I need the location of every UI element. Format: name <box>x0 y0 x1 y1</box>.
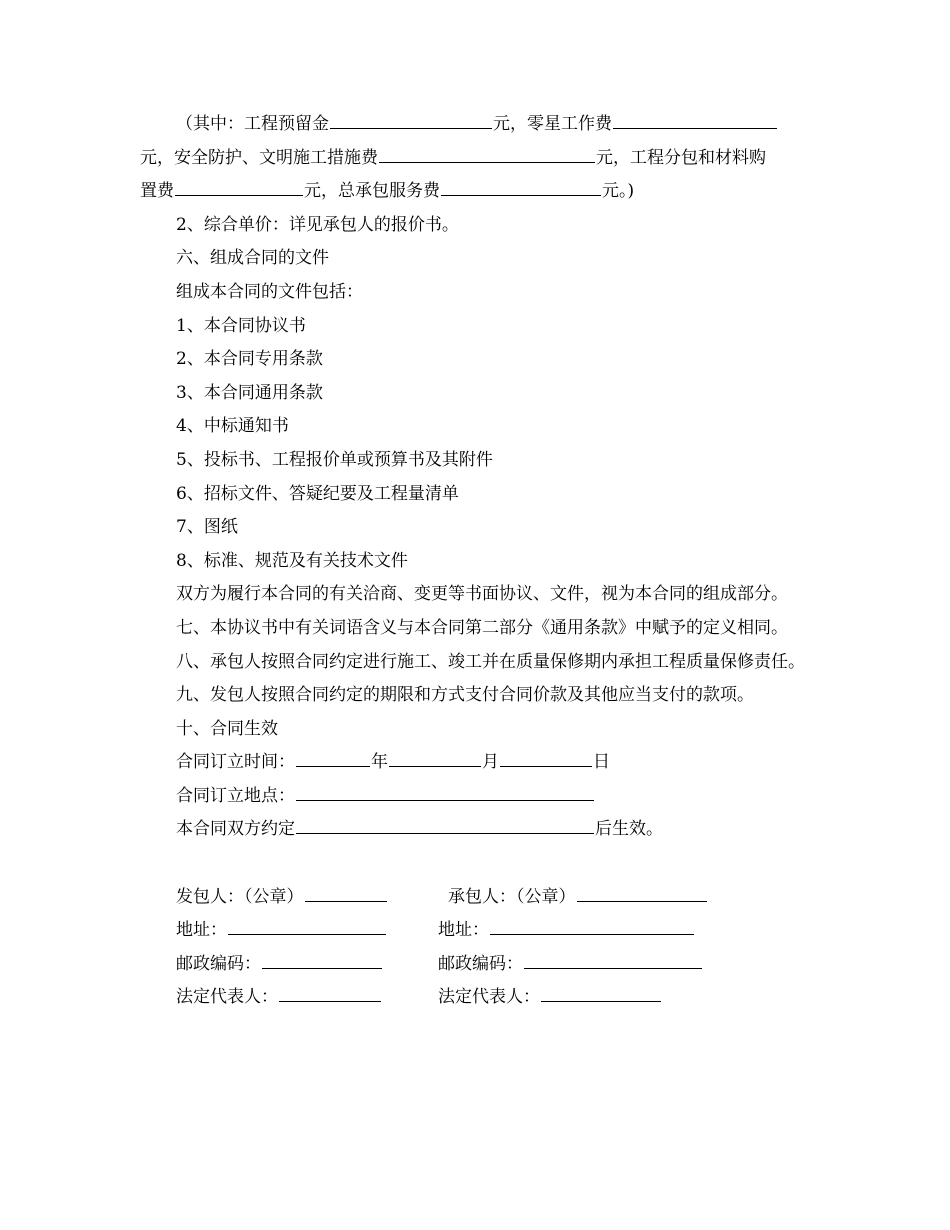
cost-breakdown-paragraph <box>140 108 812 209</box>
employer-address-label: 地址： <box>176 920 227 941</box>
employer-postcode-blank[interactable] <box>262 948 382 969</box>
subcontract-purchase-fee-blank[interactable] <box>175 175 303 196</box>
postcode-row <box>140 948 812 982</box>
document-list-item: 4、中标通知书 <box>176 416 289 437</box>
section6-intro: 组成本合同的文件包括： <box>176 281 363 302</box>
contractor-postcode-field <box>438 948 703 982</box>
sign-place-label: 合同订立地点： <box>176 785 295 806</box>
year-unit: 年 <box>371 752 388 773</box>
cost-line3-text: 置费 <box>140 181 174 202</box>
contractor-seal-blank[interactable] <box>577 881 707 902</box>
sign-month-blank[interactable] <box>389 746 481 767</box>
document-list-item: 3、本合同通用条款 <box>176 382 323 403</box>
section9-clause: 九、发包人按照合同约定的期限和方式支付合同价款及其他应当支付的款项。 <box>176 685 754 706</box>
signature-seal-row <box>140 881 812 915</box>
section8-clause: 八、承包人按照合同约定进行施工、竣工并在质量保修期内承担工程质量保修责任。 <box>176 651 805 672</box>
day-unit: 日 <box>593 752 610 773</box>
effective-condition-blank[interactable] <box>296 813 594 834</box>
cost-open-text: （其中：工程预留金 <box>176 114 329 134</box>
sign-time-label: 合同订立时间： <box>176 752 295 773</box>
cost-close-text: 元。) <box>602 181 635 202</box>
contractor-address-field <box>438 914 695 948</box>
effective-label: 本合同双方约定 <box>176 819 295 840</box>
effective-suffix: 后生效。 <box>595 819 663 840</box>
general-contract-service-fee-blank[interactable] <box>441 175 601 196</box>
supplement-clause: 双方为履行本合同的有关洽商、变更等书面协议、文件，视为本合同的组成部分。 <box>176 584 788 605</box>
employer-legal-rep-blank[interactable] <box>279 981 381 1002</box>
reserve-fund-blank[interactable] <box>330 108 492 129</box>
employer-seal-field <box>176 881 388 915</box>
contractor-legal-rep-label: 法定代表人： <box>438 987 540 1008</box>
document-list-item: 1、本合同协议书 <box>176 315 306 336</box>
employer-seal-blank[interactable] <box>305 881 387 902</box>
sign-place-blank[interactable] <box>296 780 594 801</box>
contractor-postcode-blank[interactable] <box>524 948 702 969</box>
contract-page <box>140 108 812 1015</box>
document-list-item: 7、图纸 <box>176 517 238 538</box>
safety-measures-fee-blank[interactable] <box>379 142 595 163</box>
employer-postcode-field <box>176 948 383 982</box>
contractor-legal-rep-field <box>438 981 662 1015</box>
document-list-item: 2、本合同专用条款 <box>176 349 323 370</box>
section10-title: 十、合同生效 <box>176 718 278 739</box>
cost-after-safety-text: 元，工程分包和材料购 <box>596 147 766 168</box>
contractor-postcode-label: 邮政编码： <box>438 953 523 974</box>
document-list-item: 6、招标文件、答疑纪要及工程量清单 <box>176 483 459 504</box>
effective-line <box>140 813 812 847</box>
employer-postcode-label: 邮政编码： <box>176 953 261 974</box>
document-list-item: 8、标准、规范及有关技术文件 <box>176 550 408 571</box>
cost-after-purchase-text: 元，总承包服务费 <box>304 181 440 202</box>
employer-seal-label: 发包人：（公章） <box>176 886 304 907</box>
unit-price-line: 2、综合单价：详见承包人的报价书。 <box>176 214 459 235</box>
employer-address-blank[interactable] <box>228 914 386 935</box>
legal-rep-row <box>140 981 812 1015</box>
cost-after-reserve-text: 元，零星工作费 <box>493 114 612 134</box>
cost-line2-text: 元，安全防护、文明施工措施费 <box>140 147 378 168</box>
contractor-seal-label: 承包人：（公章） <box>448 886 576 907</box>
employer-legal-rep-label: 法定代表人： <box>176 987 278 1008</box>
section6-title: 六、组成合同的文件 <box>176 248 329 269</box>
sign-year-blank[interactable] <box>296 746 370 767</box>
sign-time-line <box>140 746 812 780</box>
daywork-fee-blank[interactable] <box>613 108 777 129</box>
signature-spacer <box>140 847 812 881</box>
contractor-address-blank[interactable] <box>490 914 694 935</box>
sign-place-line <box>140 780 812 814</box>
contractor-legal-rep-blank[interactable] <box>541 981 661 1002</box>
contractor-seal-field <box>448 881 708 915</box>
employer-legal-rep-field <box>176 981 382 1015</box>
document-list-item: 5、投标书、工程报价单或预算书及其附件 <box>176 449 493 470</box>
contractor-address-label: 地址： <box>438 920 489 941</box>
month-unit: 月 <box>482 752 499 773</box>
section7-clause: 七、本协议书中有关词语含义与本合同第二部分《通用条款》中赋予的定义相同。 <box>176 617 788 638</box>
address-row <box>140 914 812 948</box>
sign-day-blank[interactable] <box>500 746 592 767</box>
employer-address-field <box>176 914 387 948</box>
